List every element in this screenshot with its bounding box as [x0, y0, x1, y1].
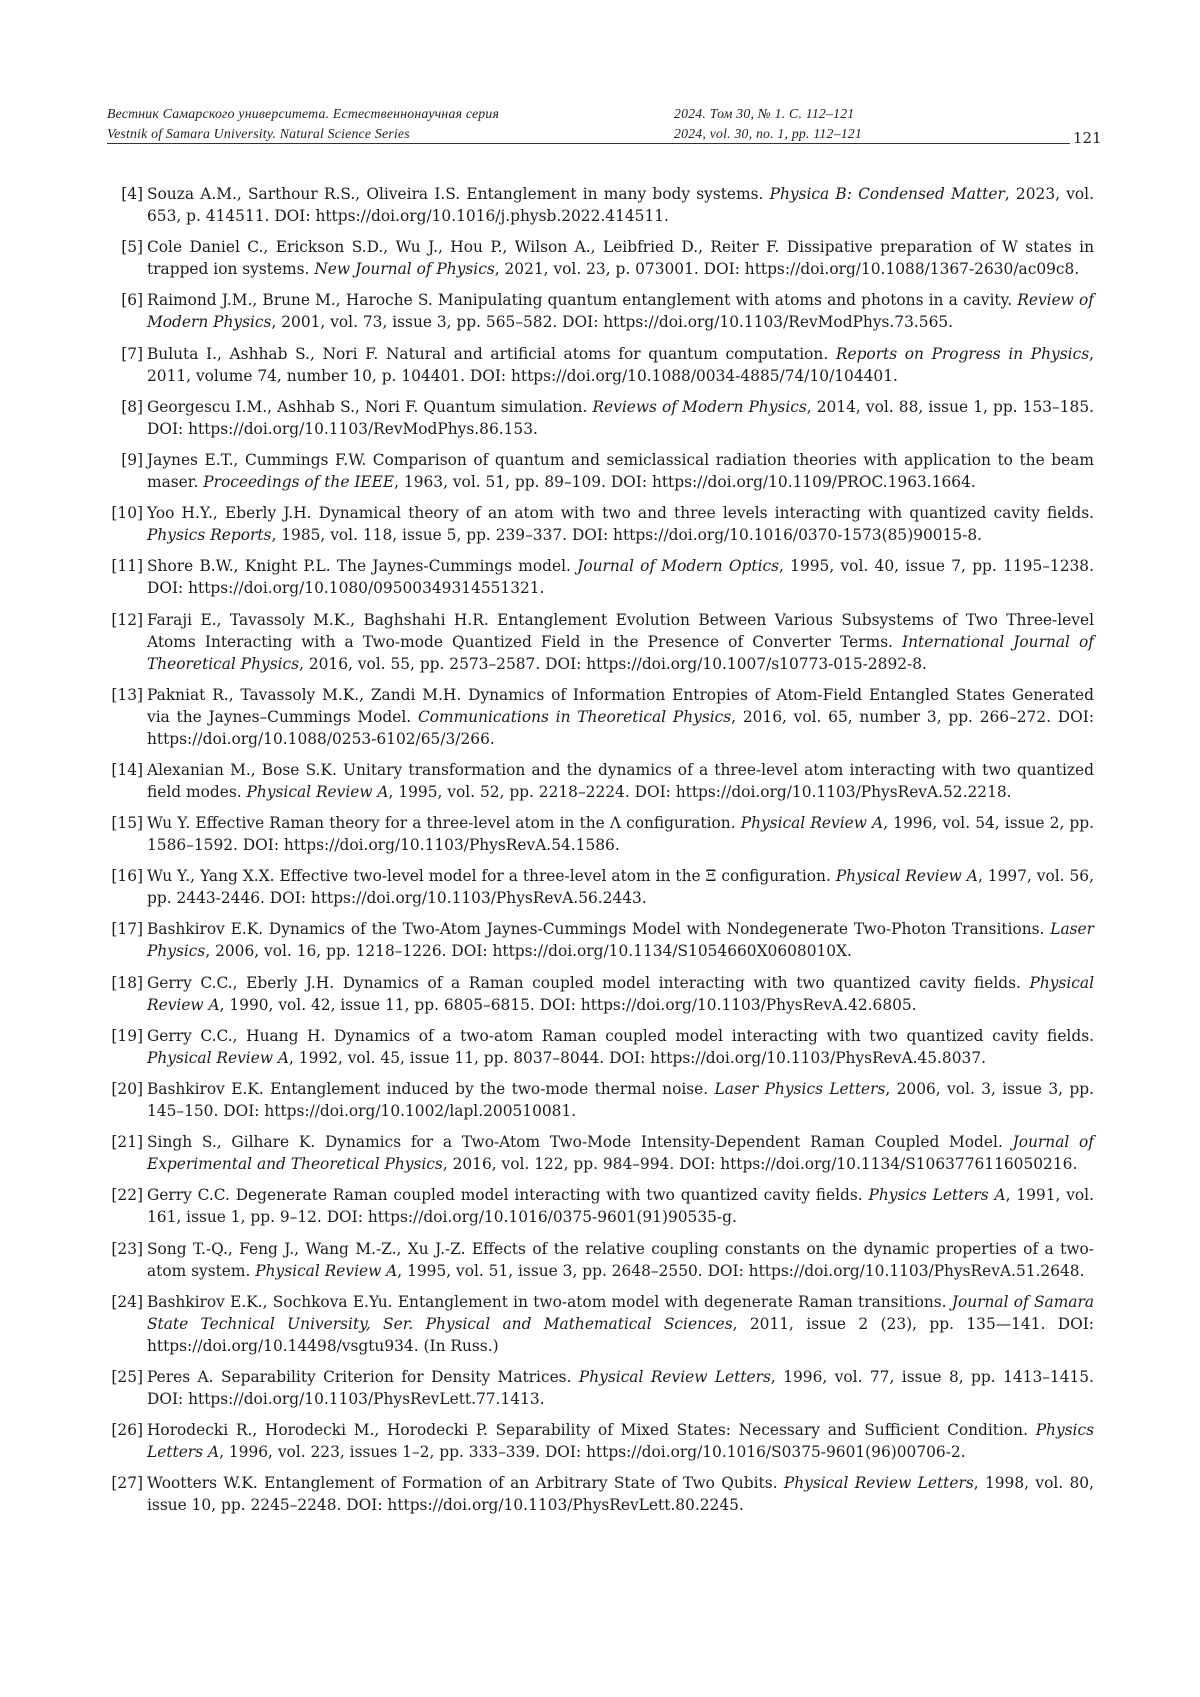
reference-details: , 2021, vol. 23, p. 073001. DOI: https://doi.org/10.1088/1367-2630/ac09c8.: [494, 260, 1080, 279]
reference-journal: Journal of Modern Optics: [577, 557, 780, 576]
reference-number: [20]: [111, 1080, 143, 1098]
reference-journal: Review of Modern Physics: [147, 291, 1094, 332]
reference-journal: Physical Review A: [147, 1048, 289, 1067]
reference-item: [107, 1238, 1094, 1282]
reference-authors-title: Gerry C.C., Huang H. Dynamics of a two-atom Raman coupled model interacting with two quantized cavity fields.: [147, 1026, 1094, 1045]
reference-item: [107, 1291, 1094, 1357]
reference-journal: Physical Review A: [246, 782, 389, 801]
issue-info-en: 2024, vol. 30, no. 1, pp. 112–121: [674, 126, 862, 141]
reference-details: , 1991, vol. 161, issue 1, pp. 9–12. DOI: https://doi.org/10.1016/0375-9601(91)90535-g.: [147, 1186, 1094, 1227]
reference-journal: Journal of Experimental and Theoretical Physics: [147, 1133, 1094, 1174]
reference-journal: International Journal of Theoretical Physics: [147, 632, 1095, 673]
reference-authors-title: Faraji E., Tavassoly M.K., Baghshahi H.R. Entanglement Evolution Between Various Subsystems of Two Three-level Atoms Interacting with a Two-mode Quantized Field in the Presence of Converter Terms.: [147, 610, 1094, 651]
reference-number: [18]: [111, 973, 143, 992]
reference-item: [107, 236, 1094, 280]
reference-number: [23]: [111, 1239, 143, 1258]
reference-authors-title: Wootters W.K. Entanglement of Formation of an Arbitrary State of Two Qubits.: [147, 1474, 784, 1493]
reference-authors-title: Gerry C.C. Degenerate Raman coupled model interacting with two quantized cavity fields.: [147, 1186, 869, 1205]
reference-details: , 2001, vol. 73, issue 3, pp. 565–582. DOI: https://doi.org/10.1103/RevModPhys.73.565.: [271, 313, 954, 332]
reference-authors-title: Gerry C.C., Eberly J.H. Dynamics of a Raman coupled model interacting with two quantized cavity fields.: [147, 973, 1030, 992]
reference-number: [15]: [111, 814, 143, 833]
reference-authors-title: Bashkirov E.K. Dynamics of the Two-Atom Jaynes-Cummings Model with Nondegenerate Two-Photon Transitions.: [147, 920, 1051, 939]
reference-number: [6]: [121, 291, 143, 310]
page-number: 121: [1070, 129, 1102, 147]
reference-details: , 2006, vol. 3, issue 3, pp. 145–150. DOI: https://doi.org/10.1002/lapl.200510081.: [147, 1080, 1094, 1120]
reference-journal: New Journal of Physics: [314, 260, 495, 279]
reference-number: [5]: [121, 238, 143, 257]
reference-journal: Physical Review A: [835, 867, 978, 886]
reference-details: , 1998, vol. 80, issue 10, pp. 2245–2248. DOI: https://doi.org/10.1103/PhysRevLett.80.2245.: [147, 1474, 1094, 1515]
reference-authors-title: Alexanian M., Bose S.K. Unitary transformation and the dynamics of a three-level atom interacting with two quantized field modes.: [147, 760, 1094, 801]
reference-journal: Reports on Progress in Physics: [835, 344, 1090, 363]
reference-journal: Physical Review A: [255, 1261, 398, 1280]
reference-details: , 2016, vol. 122, pp. 984–994. DOI: https://doi.org/10.1134/S1063776116050216.: [442, 1155, 1078, 1174]
reference-journal: Proceedings of the IEEE: [203, 472, 395, 491]
reference-authors-title: Jaynes E.T., Cummings F.W. Comparison of quantum and semiclassical radiation theories with application to the beam maser.: [147, 450, 1094, 491]
issue-info-ru: 2024. Том 30, № 1. С. 112–121: [674, 106, 855, 121]
reference-details: , 1997, vol. 56, pp. 2443-2446. DOI: https://doi.org/10.1103/PhysRevA.56.2443.: [147, 867, 1094, 908]
reference-list: [107, 183, 1094, 1526]
reference-details: , 2014, vol. 88, issue 1, pp. 153–185. DOI: https://doi.org/10.1103/RevModPhys.86.153.: [147, 397, 1095, 438]
reference-number: [17]: [111, 920, 143, 939]
reference-number: [25]: [111, 1367, 143, 1386]
reference-number: [26]: [111, 1421, 143, 1440]
reference-journal: Physics Letters A: [147, 1421, 1094, 1462]
journal-title-ru: Вестник Самарского университета. Естественнонаучная серия: [107, 106, 500, 121]
running-head-row-ru: [107, 104, 1094, 124]
reference-authors-title: Pakniat R., Tavassoly M.K., Zandi M.H. Dynamics of Information Entropies of Atom-Field Entangled States Generated via the Jaynes–Cummings Model.: [147, 685, 1094, 726]
reference-item: [107, 972, 1094, 1016]
reference-journal: Reviews of Modern Physics: [592, 397, 807, 416]
reference-authors-title: Souza A.M., Sarthour R.S., Oliveira I.S. Entanglement in many body systems.: [147, 185, 770, 203]
reference-number: [27]: [111, 1474, 143, 1493]
reference-details: , 2016, vol. 65, number 3, pp. 266–272. DOI: https://doi.org/10.1088/0253-6102/65/3/266.: [147, 707, 1095, 748]
reference-number: [24]: [111, 1292, 143, 1311]
reference-details: , 1996, vol. 223, issues 1–2, pp. 333–339. DOI: https://doi.org/10.1016/S0375-9601(96)00706-2.: [219, 1443, 966, 1462]
reference-details: , 2023, vol. 653, p. 414511. DOI: https://doi.org/10.1016/j.physb.2022.414511.: [147, 185, 1094, 225]
reference-number: [16]: [111, 867, 143, 886]
reference-item: [107, 812, 1094, 856]
reference-details: , 1963, vol. 51, pp. 89–109. DOI: https://doi.org/10.1109/PROC.1963.1664.: [394, 472, 976, 491]
reference-authors-title: Wu Y., Yang X.X. Effective two-level model for a three-level atom in the Ξ configuration.: [147, 867, 836, 886]
reference-details: , 2016, vol. 55, pp. 2573–2587. DOI: https://doi.org/10.1007/s10773-015-2892-8.: [299, 654, 927, 673]
header-rule: [107, 143, 1094, 144]
reference-item: [107, 502, 1094, 546]
reference-item: [107, 449, 1094, 493]
reference-item: [107, 343, 1094, 387]
reference-authors-title: Bashkirov E.K., Sochkova E.Yu. Entanglement in two-atom model with degenerate Raman transitions.: [147, 1292, 952, 1311]
reference-number: [8]: [121, 397, 143, 416]
reference-item: [107, 1131, 1094, 1175]
reference-details: , 1992, vol. 45, issue 11, pp. 8037–8044. DOI: https://doi.org/10.1103/PhysRevA.45.8037.: [289, 1048, 986, 1067]
reference-journal: Physics Reports: [147, 526, 272, 545]
reference-journal: Physical Review A: [740, 814, 884, 833]
reference-journal: Physical Review Letters: [783, 1474, 974, 1493]
reference-number: [13]: [111, 685, 143, 704]
reference-journal: Physical Review A: [147, 973, 1094, 1014]
reference-journal: Communications in Theoretical Physics: [417, 707, 732, 726]
reference-details: , 1990, vol. 42, issue 11, pp. 6805–6815. DOI: https://doi.org/10.1103/PhysRevA.42.6805.: [219, 995, 917, 1014]
running-head: [107, 104, 1094, 144]
reference-journal: Journal of Samara State Technical University, Ser. Physical and Mathematical Sciences: [147, 1292, 1095, 1333]
reference-authors-title: Shore B.W., Knight P.L. The Jaynes-Cummings model.: [147, 557, 578, 576]
reference-authors-title: Buluta I., Ashhab S., Nori F. Natural and artificial atoms for quantum computation.: [147, 344, 836, 363]
reference-number: [21]: [111, 1133, 143, 1152]
reference-item: [107, 1025, 1094, 1069]
reference-item: [107, 396, 1094, 440]
reference-journal: Physica B: Condensed Matter: [769, 185, 1005, 203]
reference-number: [11]: [111, 557, 143, 576]
reference-item: [107, 865, 1094, 909]
reference-details: , 1995, vol. 40, issue 7, pp. 1195–1238. DOI: https://doi.org/10.1080/09500349314551321.: [147, 557, 1094, 598]
reference-number: [4]: [121, 185, 143, 203]
reference-details: , 1995, vol. 52, pp. 2218–2224. DOI: https://doi.org/10.1103/PhysRevA.52.2218.: [388, 782, 1012, 801]
reference-number: [7]: [121, 344, 143, 363]
reference-journal: Laser Physics: [147, 920, 1094, 961]
reference-authors-title: Horodecki R., Horodecki M., Horodecki P. Separability of Mixed States: Necessary and Sufficient Condition.: [147, 1421, 1036, 1440]
reference-authors-title: Raimond J.M., Brune M., Haroche S. Manipulating quantum entanglement with atoms and photons in a cavity.: [147, 291, 1018, 310]
reference-details: , 1996, vol. 54, issue 2, pp. 1586–1592. DOI: https://doi.org/10.1103/PhysRevA.54.1586.: [147, 814, 1095, 855]
reference-item: [107, 1184, 1094, 1228]
reference-item: [107, 183, 1094, 227]
reference-authors-title: Wu Y. Effective Raman theory for a three-level atom in the Λ configuration.: [147, 814, 741, 833]
reference-item: [107, 759, 1094, 803]
reference-number: [22]: [111, 1186, 143, 1205]
reference-item: [107, 1366, 1094, 1410]
reference-item: [107, 684, 1094, 750]
reference-authors-title: Song T.-Q., Feng J., Wang M.-Z., Xu J.-Z. Effects of the relative coupling constants on the dynamic properties of a two-atom system.: [147, 1239, 1094, 1280]
running-head-row-en: [107, 124, 1094, 144]
reference-authors-title: Peres A. Separability Criterion for Density Matrices.: [147, 1367, 579, 1386]
reference-details: , 2011, volume 74, number 10, p. 104401. DOI: https://doi.org/10.1088/0034-4885/74/10/104401.: [147, 344, 1094, 385]
reference-authors-title: Yoo H.Y., Eberly J.H. Dynamical theory of an atom with two and three levels interacting with quantized cavity fields.: [147, 504, 1094, 523]
reference-details: , 2011, issue 2 (23), pp. 135—141. DOI: https://doi.org/10.14498/vsgtu934. (In Russ.): [147, 1314, 1094, 1355]
reference-number: [19]: [111, 1026, 143, 1045]
reference-authors-title: Singh S., Gilhare K. Dynamics for a Two-Atom Two-Mode Intensity-Dependent Raman Coupled Model.: [147, 1133, 1013, 1152]
reference-item: [107, 289, 1094, 333]
reference-number: [10]: [111, 504, 143, 523]
reference-number: [12]: [111, 610, 143, 629]
reference-journal: Physical Review Letters: [578, 1367, 771, 1386]
reference-number: [9]: [121, 450, 143, 469]
reference-item: [107, 1419, 1094, 1463]
reference-item: [107, 555, 1094, 599]
journal-title-en: Vestnik of Samara University. Natural Science Series: [107, 126, 410, 141]
reference-item: [107, 918, 1094, 962]
reference-authors-title: Bashkirov E.K. Entanglement induced by the two-mode thermal noise.: [147, 1080, 715, 1098]
reference-details: , 2006, vol. 16, pp. 1218–1226. DOI: https://doi.org/10.1134/S1054660X0608010X.: [205, 942, 852, 961]
reference-journal: Laser Physics Letters: [714, 1080, 886, 1098]
reference-details: , 1996, vol. 77, issue 8, pp. 1413–1415. DOI: https://doi.org/10.1103/PhysRevLett.77.1413.: [147, 1367, 1094, 1408]
reference-number: [14]: [111, 760, 143, 779]
reference-item: [107, 609, 1094, 675]
reference-item: [107, 1078, 1094, 1122]
reference-journal: Physics Letters A: [868, 1186, 1006, 1205]
reference-authors-title: Georgescu I.M., Ashhab S., Nori F. Quantum simulation.: [147, 397, 593, 416]
reference-authors-title: Cole Daniel C., Erickson S.D., Wu J., Hou P., Wilson A., Leibfried D., Reiter F. Dissipative preparation of W states in trapped ion systems.: [147, 238, 1094, 279]
reference-details: , 1985, vol. 118, issue 5, pp. 239–337. DOI: https://doi.org/10.1016/0370-1573(85)90015-8.: [271, 526, 983, 545]
reference-item: [107, 1472, 1094, 1516]
reference-details: , 1995, vol. 51, issue 3, pp. 2648–2550. DOI: https://doi.org/10.1103/PhysRevA.51.2648.: [397, 1261, 1085, 1280]
